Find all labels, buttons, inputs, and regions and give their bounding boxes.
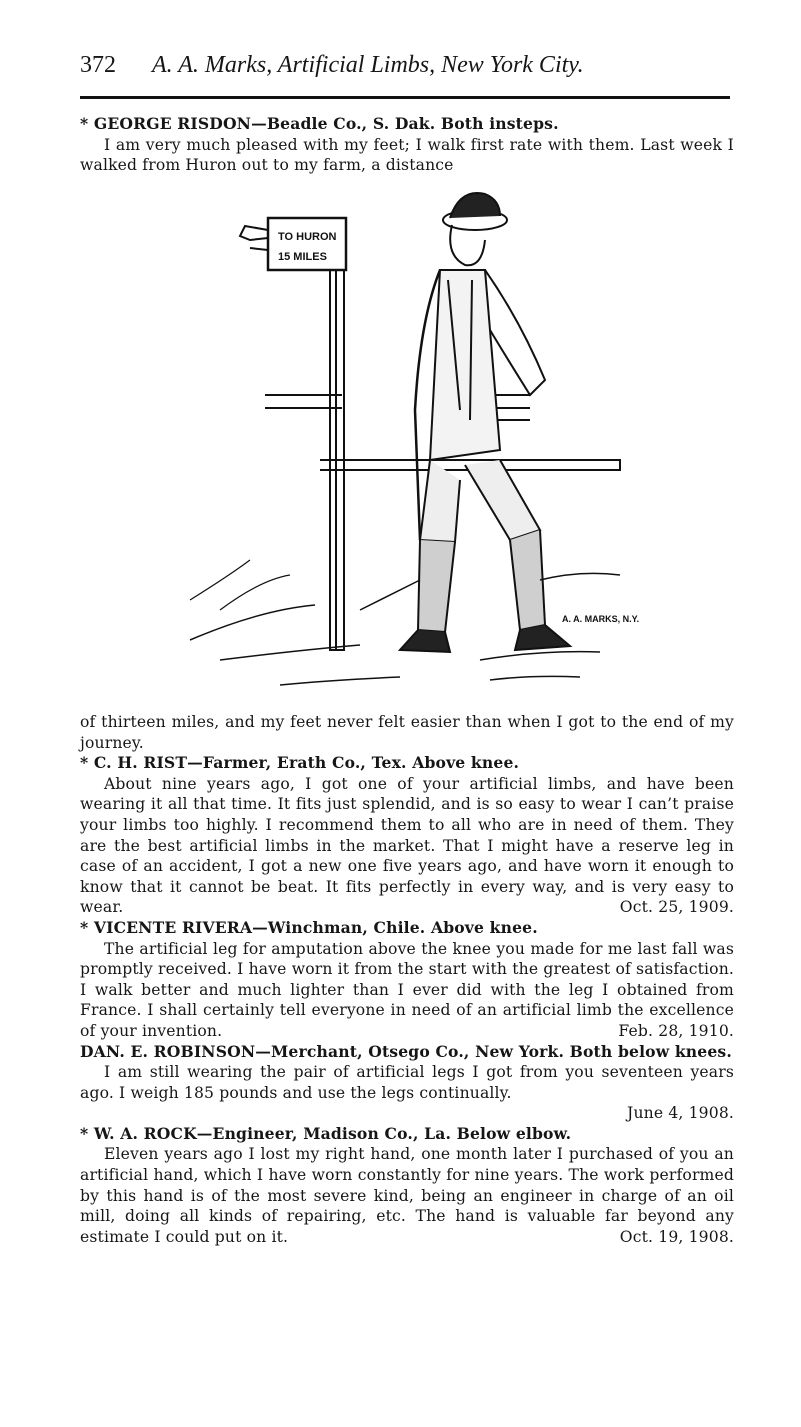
legging-right <box>510 530 545 630</box>
trouser-right <box>465 460 540 540</box>
entry-date: June 4, 1908. <box>627 1104 734 1123</box>
torso <box>430 270 500 460</box>
entry-date: Oct. 25, 1909. <box>619 898 734 917</box>
entry-head: * GEORGE RISDON—Beadle Co., S. Dak. Both insteps. <box>80 114 559 133</box>
sign-line-2: 15 MILES <box>278 251 327 263</box>
entry-date: Oct. 19, 1908. <box>619 1227 734 1246</box>
head <box>450 225 485 265</box>
entries-block <box>80 712 734 1247</box>
entry-body-continued: of thirteen miles, and my feet never felt easier than when I got to the end of my journey. <box>80 713 734 752</box>
running-title: A. A. Marks, Artificial Limbs, New York City. <box>152 52 584 78</box>
entry-risdon-top <box>80 114 734 176</box>
entry-head: DAN. E. ROBINSON—Merchant, Otsego Co., New York. Both below knees. <box>80 1041 732 1061</box>
entry-body <box>80 774 734 918</box>
entry-body: I am still wearing the pair of artificial legs I got from you seventeen years ago. I weigh 185 pounds and use the legs continually. <box>80 1063 734 1102</box>
entry-text: About nine years ago, I got one of your artificial limbs, and have been wearing it all that time. It fits just splendid, and is so easy to wear I can’t praise your limbs too highly. I recommend them to all who are in need of them. They are the best artificial limbs in the market. That I might have a reserve leg in case of an accident, I got a new one five years ago, and have worn it enough to know that it cannot be beat. It fits perfectly in every way, and is very easy to wear. <box>80 774 734 917</box>
entry-head: * C. H. RIST—Farmer, Erath Co., Tex. Above knee. <box>80 753 520 773</box>
header-rule <box>80 96 730 99</box>
illustration-drawing <box>100 180 720 700</box>
artist-signature: A. A. MARKS, N.Y. <box>562 614 640 624</box>
entry-body <box>80 1144 734 1247</box>
walking-man-illustration <box>100 180 720 700</box>
entry-text: The artificial leg for amputation above the knee you made for me last fall was promptly received. I have worn it from the start with the greatest of satisfaction. I walk better and much lighter than I ever did with the leg I obtained from France. I shall certainly tell everyone in need of an artificial limb the excellence of your invention. <box>80 939 734 1040</box>
shoe-left <box>400 630 450 652</box>
signpost-pointer <box>240 226 268 240</box>
trouser-left <box>420 460 460 542</box>
sign-line-1: TO HURON <box>278 231 337 243</box>
entry-body: I am very much pleased with my feet; I walk first rate with them. Last week I walked from Huron out to my farm, a distance <box>80 135 734 175</box>
entry-body <box>80 939 734 1042</box>
page-number: 372 <box>80 52 116 78</box>
ground-hatching <box>190 573 620 640</box>
legging-left <box>418 540 455 632</box>
page-header <box>80 52 730 92</box>
entry-text: Eleven years ago I lost my right hand, one month later I purchased of you an artificial hand, which I have worn constantly for nine years. The work performed by this hand is of the most severe kind, being an engineer in charge of an oil mill, doing all kinds of repairing, etc. The hand is valuable far beyond any estimate I could put on it. <box>80 1145 734 1246</box>
entry-date: Feb. 28, 1910. <box>618 1021 734 1040</box>
entry-head: * VICENTE RIVERA—Winchman, Chile. Above knee. <box>80 917 538 937</box>
entry-head: * W. A. ROCK—Engineer, Madison Co., La. Below elbow. <box>80 1123 572 1143</box>
